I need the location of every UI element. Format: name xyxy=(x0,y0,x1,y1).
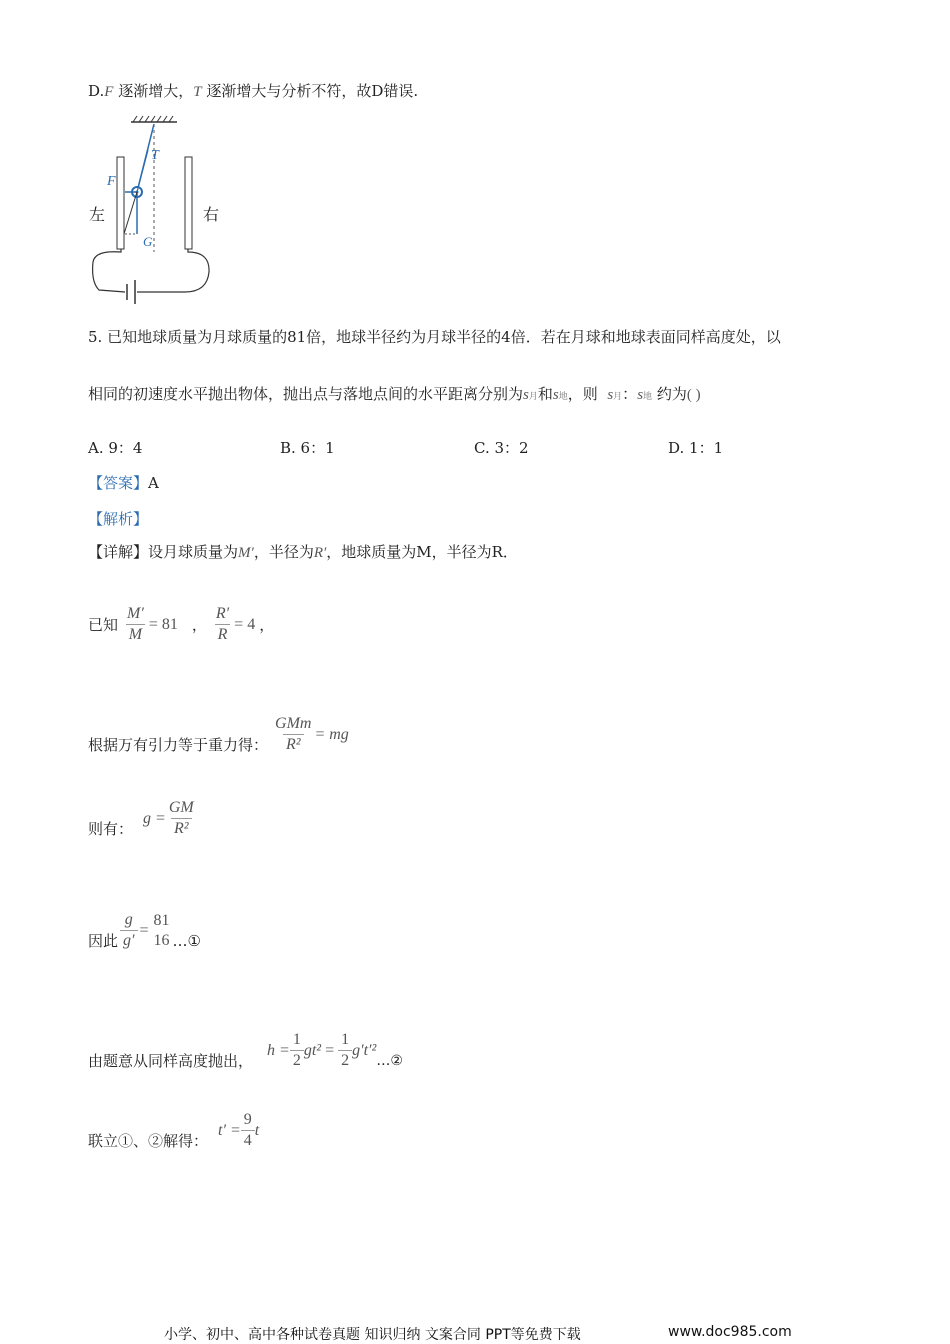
gravity-equation: 根据万有引力等于重力得： $\frac{\text{GMm}}{\text{R²}}$ = mg xyxy=(88,715,349,754)
question-5-stem: 5. 已知地球质量为月球质量的81倍，地球半径约为月球半径的4倍．若在月球和地球表面同样高度处，以 xyxy=(88,328,781,346)
option-b: B. 6：1 xyxy=(280,439,335,457)
label-force: F xyxy=(107,174,116,189)
known-equations: 已知 $\frac{M'}{M}$ = 81 ， $\frac{R'}{R}$ = 4 ， xyxy=(88,605,275,643)
option-d-explanation: D.F 逐渐增大，T 逐渐增大与分析不符，故D错误. xyxy=(88,82,419,100)
answer-value: A xyxy=(148,474,159,492)
t-prime-equation: 联立①、②解得： t′ = $\frac{9}{4}$ t xyxy=(88,1111,260,1150)
g-equation: 则有： g = $\frac{GM}{\text{R²}}$ xyxy=(88,799,194,838)
footer-url[interactable]: www.doc985.com xyxy=(668,1324,792,1340)
force-diagram xyxy=(85,112,225,307)
option-c: C. 3：2 xyxy=(474,439,529,457)
answer-line xyxy=(88,472,159,493)
footer-text: 小学、初中、高中各种试卷真题 知识归纳 文案合同 PPT等免费下载 xyxy=(164,1327,581,1343)
analysis-tag: 【解析】 xyxy=(88,510,149,528)
label-right: 右 xyxy=(203,205,220,224)
height-equation: 由题意从同样高度抛出， h = $\frac{1}{2}$ gt² = $\frac{1}{2}$ g′t′² …② xyxy=(88,1031,403,1070)
label-tension: T xyxy=(151,148,159,163)
label-left: 左 xyxy=(89,205,106,224)
ratio-equation: 因此 $\frac{g}{g'}$ = 81 16 …① xyxy=(88,911,201,950)
label-gravity: G xyxy=(143,234,153,249)
detail-line: 【详解】设月球质量为M′，半径为R′，地球质量为M，半径为R． xyxy=(88,543,518,561)
question-5-stem-line2: 相同的初速度水平抛出物体，抛出点与落地点间的水平距离分别为s月和s地，则 s月：s地 约为( ) xyxy=(88,385,701,403)
option-a: A. 9：4 xyxy=(88,439,143,457)
option-d: D. 1：1 xyxy=(668,439,724,457)
answer-tag: 【答案】 xyxy=(88,474,149,492)
